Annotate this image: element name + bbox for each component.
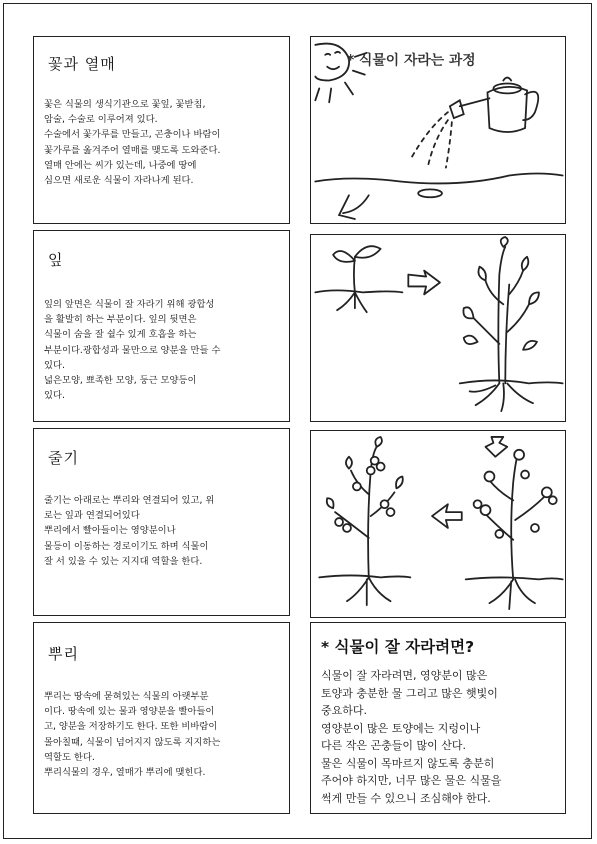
- young-plant-icon: [460, 237, 563, 411]
- seed-watering-illustration: [311, 37, 565, 223]
- body-line: 식물이 숨을 잘 쉴수 있게 호흡을 하는: [44, 329, 197, 341]
- body-line: 을 활발히 하는 부분이다. 잎의 뒷면은: [44, 314, 197, 326]
- body-line: 부분이다.광합성과 물만으로 양분을 만들 수: [44, 344, 221, 356]
- section-title: 뿌리: [48, 645, 79, 663]
- body-line: 암술, 수술로 이루어져 있다.: [44, 114, 158, 126]
- tip-line: 토양과 충분한 물 그리고 많은 햇빛이: [321, 686, 498, 700]
- section-flower-fruit: [33, 36, 290, 224]
- tips-box: [310, 622, 566, 814]
- body-line: 물등이 이동하는 경로이기도 하며 식물이: [44, 540, 209, 552]
- section-leaf: [33, 230, 290, 422]
- section-title: 꽃과 열매: [48, 55, 116, 73]
- body-line: 잘 서 있을 수 있는 지지대 역할을 한다.: [44, 555, 203, 567]
- body-line: 잎의 앞면은 식물이 잘 자라기 위해 광합성: [44, 299, 215, 310]
- body-line: 로는 잎과 연결되어있다: [44, 510, 140, 522]
- arrow-down-icon: [485, 437, 507, 457]
- ground-line: [315, 174, 562, 184]
- fruit-tree-icon: [319, 437, 410, 605]
- body-line: 있다.: [44, 359, 65, 371]
- tip-line: 식물이 잘 자라려면, 영양분이 많은: [321, 669, 488, 682]
- body-line: 열매 안에는 씨가 있는데, 나중에 땅에: [44, 159, 197, 171]
- tips-title: * 식물이 잘 자라려면?: [321, 638, 475, 656]
- panel-seed-watering: [310, 36, 566, 224]
- body-line: 있다.: [44, 390, 65, 402]
- tip-line: 썩게 만들 수 있으니 조심해야 한다.: [321, 791, 491, 805]
- section-title: 잎: [48, 251, 64, 269]
- tips-body: [321, 667, 557, 807]
- body-line: 꽃가루를 옮겨주어 열매를 맺도록 도와준다.: [44, 144, 221, 156]
- section-body: [44, 97, 281, 188]
- body-line: 심으면 새로운 식물이 자라나게 된다.: [44, 175, 194, 187]
- panel-sprout-growth: [310, 234, 566, 422]
- tip-line: 중요하다.: [321, 704, 368, 717]
- body-line: 역할도 한다.: [44, 751, 95, 763]
- body-line: 수술에서 꽃가루를 만들고, 곤충이나 바람이: [44, 129, 221, 141]
- body-line: 뿌리에서 빨아들이는 영양분이나: [44, 525, 176, 537]
- section-body: [44, 689, 281, 780]
- section-root: [33, 622, 290, 814]
- fruit-cluster-icon: [335, 457, 394, 532]
- tip-line: 다른 작은 곤충들이 많이 산다.: [321, 739, 466, 752]
- section-title: 줄기: [48, 449, 79, 467]
- body-line: 몰아칠때, 식물이 넘어지지 않도록 지지하는: [44, 736, 221, 748]
- arrow-left-icon: [432, 504, 462, 528]
- flowering-tree-icon: [466, 457, 563, 609]
- sprout-icon: [315, 246, 402, 312]
- body-line: 꽃은 식물의 생식기관으로 꽃잎, 꽃받침,: [44, 99, 206, 110]
- section-body: [44, 297, 281, 403]
- arrow-right-icon: [408, 271, 440, 295]
- section-stem: [33, 428, 290, 616]
- body-line: 줄기는 아래로는 뿌리와 연결되어 있고, 위: [44, 495, 215, 506]
- seed-icon: [418, 189, 442, 197]
- panel-title: * 식물이 자라는 과정: [346, 52, 476, 69]
- section-body: [44, 493, 281, 569]
- body-line: 이다. 땅속에 있는 물과 영양분을 빨아들이: [44, 706, 215, 718]
- tip-line: 영양분이 많은 토양에는 지렁이나: [321, 721, 481, 735]
- body-line: 뿌리식물의 경우, 열매가 뿌리에 맺힌다.: [44, 767, 206, 779]
- sprout-growth-illustration: [311, 235, 565, 421]
- tip-line: 주어야 하지만, 너무 많은 물은 식물을: [321, 774, 502, 787]
- body-line: 고, 양분을 저장하기도 한다. 또한 비바람이: [44, 721, 218, 733]
- body-line: 뿌리는 땅속에 묻혀있는 식물의 아랫부분: [44, 691, 209, 702]
- water-streams-icon: [410, 112, 452, 167]
- watering-can-icon: [450, 78, 538, 132]
- flowering-illustration: [311, 431, 565, 617]
- tip-line: 물은 식물이 목마르지 않도록 충분히: [321, 756, 495, 770]
- panel-flowering: [310, 430, 566, 618]
- body-line: 넓은모양, 뾰족한 모양, 둥근 모양등이: [44, 375, 197, 387]
